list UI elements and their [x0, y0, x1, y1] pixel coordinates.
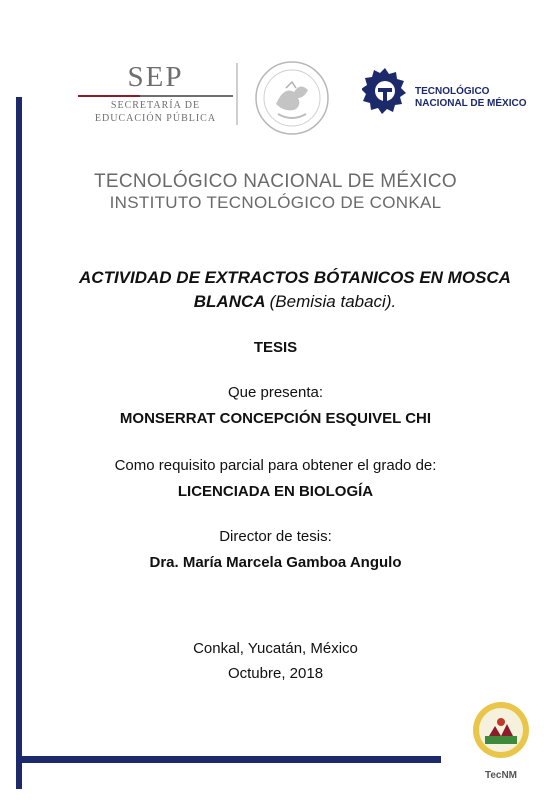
director-label: Director de tesis:: [219, 528, 332, 545]
institution-name: TECNOLÓGICO NACIONAL DE MÉXICO: [93, 171, 457, 192]
requirement-text: Como requisito parcial para obtener el grado de:: [114, 457, 437, 474]
bottom-frame-bar: [16, 756, 441, 763]
thesis-title-scientific: (Bemisia tabaci).: [269, 292, 397, 311]
place-text: Conkal, Yucatán, México: [193, 640, 358, 657]
director-name: Dra. María Marcela Gamboa Angulo: [149, 554, 402, 571]
tecnm-logo-text: [415, 86, 527, 110]
sep-line1: SECRETARÍA DE: [110, 100, 201, 111]
document-type: TESIS: [253, 339, 298, 356]
tecnm-badge-label: TecNM: [484, 770, 518, 781]
logo-divider: [236, 63, 238, 125]
tecnm-gear-icon: [362, 66, 408, 116]
sep-line2: EDUCACIÓN PÚBLICA: [94, 113, 217, 124]
campus-name: INSTITUTO TECNOLÓGICO DE CONKAL: [109, 193, 442, 212]
degree-name: LICENCIADA EN BIOLOGÍA: [177, 483, 374, 500]
sep-acronym: SEP: [127, 61, 184, 93]
sep-logo: [78, 62, 233, 128]
author-name: MONSERRAT CONCEPCIÓN ESQUIVEL CHI: [119, 410, 432, 427]
thesis-title-main: ACTIVIDAD DE EXTRACTOS BÓTANICOS EN MOSCA BLANCA: [79, 268, 511, 311]
institute-badge-icon: [471, 700, 531, 760]
mexico-seal-icon: [246, 58, 338, 138]
sep-rule: [78, 95, 233, 97]
presenter-label: Que presenta:: [227, 384, 324, 401]
tecnm-line2: NACIONAL DE MÉXICO: [415, 98, 527, 109]
date-text: Octubre, 2018: [227, 665, 324, 682]
thesis-title: [60, 266, 530, 314]
tecnm-line1: TECNOLÓGICO: [415, 86, 490, 97]
